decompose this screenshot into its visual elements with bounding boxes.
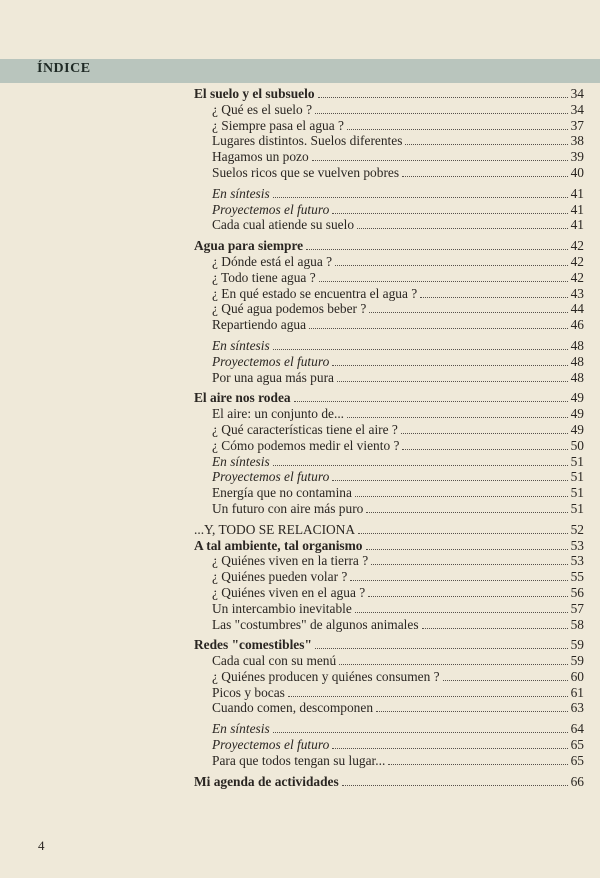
- toc-entry: [194, 102, 584, 118]
- toc-entry-title: En síntesis: [212, 721, 270, 737]
- toc-entry-title: ¿ Quiénes pueden volar ?: [212, 569, 348, 585]
- toc-entry: [194, 186, 584, 202]
- toc-entry-title: ¿ En qué estado se encuentra el agua ?: [212, 285, 418, 301]
- dot-leader: [337, 381, 568, 382]
- toc-entry: [194, 653, 584, 669]
- toc-entry: [194, 438, 584, 454]
- dot-leader: [376, 711, 568, 712]
- toc-entry-page: 49: [570, 390, 584, 406]
- toc-entry-title: El suelo y el subsuelo: [194, 86, 315, 101]
- dot-leader: [402, 176, 568, 177]
- dot-leader: [347, 417, 568, 418]
- dot-leader: [422, 628, 568, 629]
- toc-entry: [194, 254, 584, 270]
- toc-entry-page: 42: [570, 269, 584, 285]
- dot-leader: [315, 648, 568, 649]
- toc-entry-title: ¿ Quiénes producen y quiénes consumen ?: [212, 668, 440, 684]
- toc-entry: [194, 553, 584, 569]
- toc-entry-page: 44: [570, 301, 584, 317]
- toc-entry-page: 41: [570, 217, 584, 233]
- toc-entry-page: 37: [570, 117, 584, 133]
- toc-entry: [194, 617, 584, 633]
- toc-entry-page: 53: [570, 553, 584, 569]
- toc-entry-page: 51: [570, 500, 584, 516]
- toc-chapter: [194, 86, 584, 102]
- toc-entry-page: 65: [570, 752, 584, 768]
- toc-entry-title: Hagamos un pozo: [212, 149, 309, 165]
- page-number: 4: [38, 838, 45, 853]
- dot-leader: [335, 265, 568, 266]
- toc-entry: [194, 149, 584, 165]
- dot-leader: [312, 160, 568, 161]
- toc-entry-title: Para que todos tengan su lugar...: [212, 752, 386, 768]
- toc-entry-title: ...Y, TODO SE RELACIONA: [194, 521, 356, 537]
- toc-entry-title: ¿ Siempre pasa el agua ?: [212, 117, 344, 133]
- toc-entry: [194, 422, 584, 438]
- dot-leader: [306, 249, 568, 250]
- dot-leader: [368, 596, 568, 597]
- toc-entry-title: ¿ Cómo podemos medir el viento ?: [212, 437, 400, 453]
- toc-entry-title: Cada cual con su menú: [212, 653, 337, 669]
- toc-entry-title: Suelos ricos que se vuelven pobres: [212, 164, 400, 180]
- toc-entry: [194, 338, 584, 354]
- toc-entry-page: 58: [570, 616, 584, 632]
- dot-leader: [371, 564, 568, 565]
- toc-entry-page: 50: [570, 437, 584, 453]
- dot-leader: [273, 349, 568, 350]
- toc-entry: [194, 370, 584, 386]
- dot-leader: [350, 580, 568, 581]
- toc-entry-page: 51: [570, 453, 584, 469]
- toc-entry-page: 55: [570, 569, 584, 585]
- toc-entry: [194, 118, 584, 134]
- page-title: ÍNDICE: [37, 61, 91, 76]
- dot-leader: [405, 144, 568, 145]
- toc-entry: [194, 270, 584, 286]
- toc-entry: [194, 354, 584, 370]
- toc-entry-title: Cada cual atiende su suelo: [212, 217, 355, 233]
- toc-entry: [194, 585, 584, 601]
- toc-entry-title: ¿ Qué características tiene el aire ?: [212, 421, 398, 437]
- toc-entry-page: 64: [570, 721, 584, 737]
- toc-entry-page: 49: [570, 421, 584, 437]
- toc-entry: [194, 301, 584, 317]
- toc-entry-page: 59: [570, 653, 584, 669]
- toc-entry: [194, 685, 584, 701]
- dot-leader: [332, 748, 568, 749]
- toc-entry: [194, 202, 584, 218]
- toc-entry: [194, 501, 584, 517]
- toc-entry: [194, 485, 584, 501]
- toc-entry-page: 53: [570, 537, 584, 553]
- dot-leader: [366, 512, 568, 513]
- dot-leader: [315, 113, 568, 114]
- dot-leader: [319, 281, 568, 282]
- dot-leader: [357, 228, 568, 229]
- toc-entry-page: 51: [570, 469, 584, 485]
- toc-entry-title: ¿ Todo tiene agua ?: [212, 269, 316, 285]
- dot-leader: [443, 680, 568, 681]
- toc-entry-title: Las "costumbres" de algunos animales: [212, 616, 419, 632]
- toc-entry-page: 41: [570, 185, 584, 201]
- toc-entry-title: En síntesis: [212, 337, 270, 353]
- toc-entry-title: Lugares distintos. Suelos diferentes: [212, 133, 403, 149]
- toc-entry-title: ¿ Quiénes viven en la tierra ?: [212, 553, 369, 569]
- toc-entry-page: 40: [570, 164, 584, 180]
- toc-entry: [194, 700, 584, 716]
- toc-entry: [194, 469, 584, 485]
- toc-entry-title: Cuando comen, descomponen: [212, 700, 374, 716]
- toc-entry-page: 57: [570, 600, 584, 616]
- toc-entry-page: 65: [570, 737, 584, 753]
- dot-leader: [347, 129, 568, 130]
- toc-entry-page: 46: [570, 317, 584, 333]
- toc-entry-page: 48: [570, 369, 584, 385]
- dot-leader: [402, 449, 568, 450]
- toc-entry: [194, 737, 584, 753]
- toc-entry-title: Proyectemos el futuro: [212, 737, 330, 753]
- toc-entry-title: Por una agua más pura: [212, 369, 334, 385]
- toc-entry: [194, 406, 584, 422]
- toc-entry-title: El aire: un conjunto de...: [212, 406, 345, 422]
- dot-leader: [358, 533, 568, 534]
- toc-chapter: [194, 774, 584, 790]
- dot-leader: [318, 97, 568, 98]
- toc-entry-page: 49: [570, 406, 584, 422]
- toc-entry: [194, 217, 584, 233]
- toc-entry-title: ¿ Qué agua podemos beber ?: [212, 301, 367, 317]
- dot-leader: [355, 496, 568, 497]
- dot-leader: [273, 197, 568, 198]
- dot-leader: [388, 764, 568, 765]
- toc-entry-title: En síntesis: [212, 185, 270, 201]
- dot-leader: [309, 328, 568, 329]
- toc-entry: [194, 522, 584, 538]
- toc-chapter: [194, 637, 584, 653]
- toc-entry-page: 56: [570, 584, 584, 600]
- toc-entry-page: 63: [570, 700, 584, 716]
- toc-entry: [194, 454, 584, 470]
- toc-chapter: [194, 390, 584, 406]
- dot-leader: [288, 696, 568, 697]
- toc-entry-title: ¿ Qué es el suelo ?: [212, 101, 313, 117]
- toc-entry-title: Mi agenda de actividades: [194, 773, 339, 789]
- toc-entry-page: 48: [570, 353, 584, 369]
- dot-leader: [342, 785, 568, 786]
- toc-entry: [194, 601, 584, 617]
- dot-leader: [339, 664, 568, 665]
- toc-entry-title: En síntesis: [212, 453, 270, 469]
- dot-leader: [366, 549, 569, 550]
- dot-leader: [294, 401, 568, 402]
- toc-entry-title: Picos y bocas: [212, 684, 285, 700]
- toc-entry-page: 61: [570, 684, 584, 700]
- toc-entry-page: 42: [570, 238, 584, 254]
- toc-entry-page: 34: [570, 86, 584, 101]
- toc-entry-title: Redes "comestibles": [194, 637, 312, 653]
- dot-leader: [273, 732, 568, 733]
- toc-entry-page: 51: [570, 485, 584, 501]
- toc-entry: [194, 165, 584, 181]
- toc-entry-title: ¿ Quiénes viven en el agua ?: [212, 584, 366, 600]
- toc-entry-page: 59: [570, 637, 584, 653]
- toc-entry-title: Agua para siempre: [194, 238, 304, 254]
- toc-entry-page: 39: [570, 149, 584, 165]
- toc-entry: [194, 569, 584, 585]
- dot-leader: [401, 433, 568, 434]
- toc-entry-page: 60: [570, 668, 584, 684]
- toc-entry: [194, 669, 584, 685]
- toc-entry-title: Un futuro con aire más puro: [212, 500, 364, 516]
- dot-leader: [420, 297, 568, 298]
- toc-chapter: [194, 238, 584, 254]
- toc-entry-page: 38: [570, 133, 584, 149]
- dot-leader: [332, 480, 568, 481]
- toc-entry-title: Un intercambio inevitable: [212, 600, 352, 616]
- toc-entry-page: 42: [570, 253, 584, 269]
- toc-entry-title: Repartiendo agua: [212, 317, 307, 333]
- toc-chapter: [194, 538, 584, 554]
- toc-entry-title: ¿ Dónde está el agua ?: [212, 253, 333, 269]
- dot-leader: [355, 612, 568, 613]
- toc-entry-page: 66: [570, 773, 584, 789]
- dot-leader: [332, 213, 568, 214]
- toc-entry-title: A tal ambiente, tal organismo: [194, 537, 363, 553]
- toc-entry: [194, 133, 584, 149]
- toc-entry: [194, 721, 584, 737]
- toc-entry-title: Energía que no contamina: [212, 485, 352, 501]
- toc-entry-page: 43: [570, 285, 584, 301]
- toc-entry-title: Proyectemos el futuro: [212, 353, 330, 369]
- toc-entry-title: Proyectemos el futuro: [212, 201, 330, 217]
- toc-entry-title: Proyectemos el futuro: [212, 469, 330, 485]
- toc-entry-page: 52: [570, 521, 584, 537]
- toc-entry: [194, 753, 584, 769]
- toc-entry: [194, 286, 584, 302]
- toc-entry-page: 41: [570, 201, 584, 217]
- toc-entry: [194, 317, 584, 333]
- toc-entry-page: 48: [570, 337, 584, 353]
- table-of-contents: [194, 86, 584, 789]
- dot-leader: [369, 312, 568, 313]
- dot-leader: [332, 365, 568, 366]
- dot-leader: [273, 465, 568, 466]
- toc-entry-page: 34: [570, 101, 584, 117]
- toc-entry-title: El aire nos rodea: [194, 390, 291, 406]
